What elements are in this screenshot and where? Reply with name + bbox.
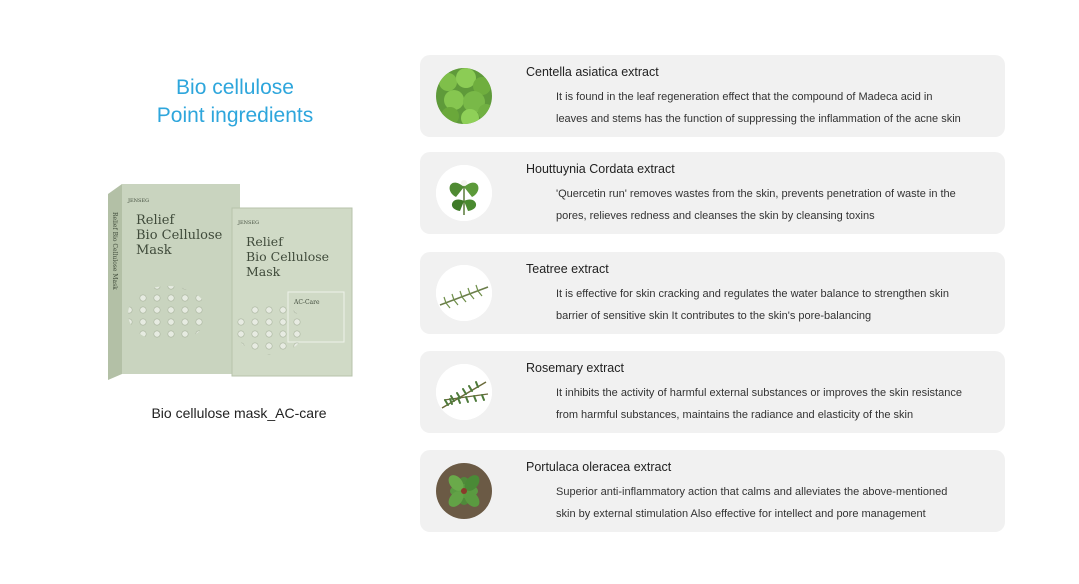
houttuynia-plant-icon [436, 165, 492, 221]
box-name-line3: Mask [136, 243, 172, 258]
ingredient-desc-line2: from harmful substances, maintains the radiance and elasticity of the skin [556, 409, 914, 421]
teatree-sprig-icon [436, 265, 492, 321]
pouch-name-line1: Relief [246, 234, 283, 249]
rosemary-sprig-icon [436, 364, 492, 420]
ingredient-name: Portulaca oleracea extract [526, 460, 672, 474]
box-name-line1: Relief [136, 213, 175, 228]
section-title-line2: Point ingredients [156, 104, 314, 127]
box-name-line2: Bio Cellulose [136, 228, 223, 243]
ingredient-description [556, 86, 996, 130]
pouch-name-line2: Bio Cellulose [246, 249, 330, 264]
ingredient-desc-line2: barrier of sensitive skin It contributes to the skin's pore-balancing [556, 310, 872, 322]
box-brand: JENSEG [128, 198, 150, 204]
ingredient-description [556, 481, 996, 525]
section-title [110, 74, 360, 130]
pouch-tag: AC-Care [294, 299, 320, 306]
ingredient-card-teatree [420, 252, 1005, 334]
portulaca-plant-icon [436, 463, 492, 519]
ingredient-desc-line1: 'Quercetin run' removes wastes from the skin, prevents penetration of waste in the [556, 188, 956, 200]
ingredient-description [556, 283, 996, 327]
centella-leaves-icon [436, 68, 492, 124]
box-side-text: Relief Bio Cellulose Mask [111, 212, 118, 290]
ingredient-desc-line2: pores, relieves redness and cleanses the skin by cleansing toxins [556, 210, 875, 222]
ingredient-desc-line1: Superior anti-inflammatory action that calms and alleviates the above-mentioned [556, 486, 948, 498]
product-caption: Bio cellulose mask_AC-care [151, 405, 327, 421]
ingredient-desc-line2: leaves and stems has the function of suppressing the inflammation of the acne skin [556, 113, 961, 125]
ingredient-name: Centella asiatica extract [526, 65, 659, 79]
product-image [108, 184, 368, 380]
ingredient-card-centella [420, 55, 1005, 137]
ingredient-name: Rosemary extract [526, 361, 624, 375]
ingredient-description [556, 382, 996, 426]
ingredient-desc-line1: It is found in the leaf regeneration effect that the compound of Madeca acid in [556, 91, 933, 103]
section-title-line1: Bio cellulose [176, 76, 294, 99]
ingredient-desc-line1: It is effective for skin cracking and regulates the water balance to strengthen skin [556, 288, 949, 300]
ingredient-name: Teatree extract [526, 262, 609, 276]
ingredient-card-portulaca [420, 450, 1005, 532]
ingredient-card-houttuynia [420, 152, 1005, 234]
pouch-brand: JENSEG [238, 220, 260, 226]
ingredient-description [556, 183, 996, 227]
ingredient-name: Houttuynia Cordata extract [526, 162, 675, 176]
pouch-name-line3: Mask [246, 264, 281, 279]
ingredient-desc-line2: skin by external stimulation Also effective for intellect and pore management [556, 508, 926, 520]
ingredient-desc-line1: It inhibits the activity of harmful external substances or improves the skin resistance [556, 387, 962, 399]
ingredient-card-rosemary [420, 351, 1005, 433]
